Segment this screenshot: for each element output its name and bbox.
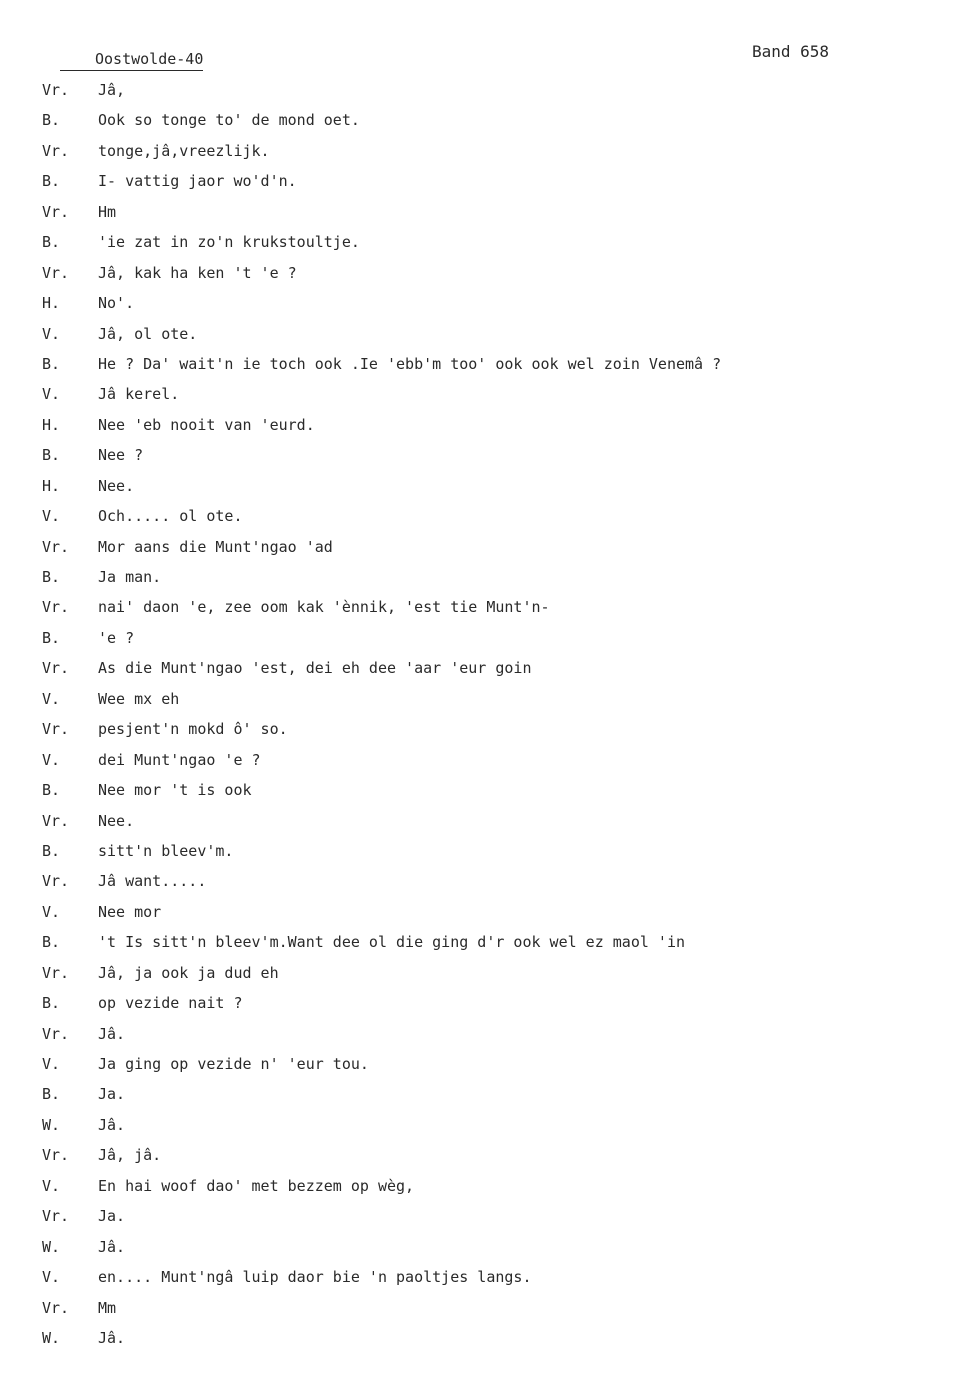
- transcript-line: [0, 903, 979, 933]
- speaker-label: B.: [42, 841, 61, 860]
- utterance-text: As die Munt'ngao 'est, dei eh dee 'aar 'eur goin: [98, 659, 532, 678]
- speaker-label: V.: [42, 689, 61, 708]
- speaker-label: V.: [42, 1176, 61, 1195]
- transcript-line: [0, 1146, 979, 1176]
- utterance-text: nai' daon 'e, zee oom kak 'ènnik, 'est tie Munt'n-: [98, 598, 550, 617]
- transcript-line: [0, 659, 979, 689]
- transcript-line: [0, 1299, 979, 1329]
- speaker-label: Vr.: [42, 81, 70, 99]
- transcript-line: [0, 81, 979, 111]
- speaker-label: B.: [42, 994, 61, 1013]
- transcript-line: [0, 538, 979, 568]
- transcript-line: [0, 507, 979, 537]
- utterance-text: Jâ, ol ote.: [98, 324, 198, 343]
- transcript-line: [0, 568, 979, 598]
- speaker-label: Vr.: [42, 263, 70, 282]
- transcript-line: [0, 872, 979, 902]
- utterance-text: I- vattig jaor wo'd'n.: [98, 172, 297, 191]
- utterance-text: Jâ, kak ha ken 't 'e ?: [98, 263, 297, 282]
- speaker-label: B.: [42, 781, 61, 800]
- utterance-text: Jâ,: [98, 81, 126, 99]
- speaker-label: Vr.: [42, 598, 70, 617]
- transcript-line: [0, 142, 979, 172]
- transcript-line: [0, 446, 979, 476]
- transcript-line: [0, 1207, 979, 1237]
- speaker-label: V.: [42, 1268, 61, 1287]
- utterance-text: en.... Munt'ngâ luip daor bie 'n paoltjes langs.: [98, 1268, 532, 1287]
- speaker-label: Vr.: [42, 141, 70, 160]
- transcript-line: [0, 1025, 979, 1055]
- transcript-line: [0, 233, 979, 263]
- utterance-text: Ja ging op vezide n' 'eur tou.: [98, 1055, 369, 1073]
- transcript-line: [0, 172, 979, 202]
- utterance-text: Jâ, jâ.: [98, 1146, 162, 1165]
- utterance-text: 'ie zat in zo'n krukstoultje.: [98, 233, 360, 252]
- utterance-text: Nee ?: [98, 446, 144, 465]
- transcript-line: [0, 325, 979, 355]
- transcript-line: [0, 1055, 979, 1085]
- transcript-line: [0, 964, 979, 994]
- transcript-line: [0, 751, 979, 781]
- utterance-text: Ja.: [98, 1085, 126, 1104]
- transcript-line: [0, 720, 979, 750]
- transcript-line: [0, 477, 979, 507]
- speaker-label: B.: [42, 233, 61, 252]
- speaker-label: H.: [42, 415, 61, 434]
- speaker-label: Vr.: [42, 1146, 70, 1165]
- speaker-label: V.: [42, 507, 61, 526]
- utterance-text: tonge,jâ,vreezlijk.: [98, 141, 270, 160]
- utterance-text: No'.: [98, 294, 135, 313]
- speaker-label: B.: [42, 354, 61, 373]
- transcript-line: [0, 1268, 979, 1298]
- utterance-text: En hai woof dao' met bezzem op wèg,: [98, 1176, 415, 1195]
- speaker-label: H.: [42, 476, 61, 495]
- utterance-text: Mor aans die Munt'ngao 'ad: [98, 537, 333, 556]
- utterance-text: Ja man.: [98, 568, 162, 586]
- transcript-line: [0, 933, 979, 963]
- document-title: Oostwolde-40: [60, 50, 203, 71]
- speaker-label: B.: [42, 172, 61, 191]
- utterance-text: Jâ.: [98, 1328, 126, 1347]
- utterance-text: Jâ.: [98, 1237, 126, 1256]
- transcript-line: [0, 385, 979, 415]
- speaker-label: Vr.: [42, 202, 70, 221]
- transcript-line: [0, 355, 979, 385]
- utterance-text: Nee.: [98, 476, 135, 495]
- speaker-label: V.: [42, 385, 61, 404]
- transcript-line: [0, 598, 979, 628]
- utterance-text: Nee mor 't is ook: [98, 781, 252, 800]
- speaker-label: V.: [42, 324, 61, 343]
- utterance-text: 't Is sitt'n bleev'm.Want dee ol die ging d'r ook wel ez maol 'in: [98, 933, 685, 952]
- speaker-label: Vr.: [42, 659, 70, 678]
- utterance-text: Nee 'eb nooit van 'eurd.: [98, 415, 315, 434]
- transcript-line: [0, 1329, 979, 1359]
- transcript-line: [0, 690, 979, 720]
- speaker-label: B.: [42, 628, 61, 647]
- utterance-text: Hm: [98, 202, 117, 221]
- speaker-label: Vr.: [42, 811, 70, 830]
- transcript-line: [0, 1238, 979, 1268]
- speaker-label: W.: [42, 1115, 61, 1134]
- transcript-line: [0, 629, 979, 659]
- utterance-text: pesjent'n mokd ô' so.: [98, 720, 288, 739]
- utterance-text: Jâ.: [98, 1115, 126, 1134]
- transcript-line: [0, 1177, 979, 1207]
- speaker-label: Vr.: [42, 537, 70, 556]
- band-number: Band 658: [752, 42, 830, 61]
- transcript-line: [0, 1116, 979, 1146]
- transcript-line: [0, 294, 979, 324]
- utterance-text: op vezide nait ?: [98, 994, 243, 1013]
- utterance-text: Jâ kerel.: [98, 385, 180, 404]
- utterance-text: He ? Da' wait'n ie toch ook .Ie 'ebb'm too' ook ook wel zoin Venemâ ?: [98, 354, 722, 373]
- utterance-text: Och..... ol ote.: [98, 507, 243, 526]
- transcript: [0, 81, 979, 1359]
- speaker-label: Vr.: [42, 963, 70, 982]
- speaker-label: Vr.: [42, 720, 70, 739]
- speaker-label: Vr.: [42, 872, 70, 891]
- utterance-text: Wee mx eh: [98, 689, 180, 708]
- utterance-text: Jâ want.....: [98, 872, 207, 891]
- transcript-line: [0, 812, 979, 842]
- speaker-label: H.: [42, 294, 61, 313]
- speaker-label: Vr.: [42, 1207, 70, 1226]
- speaker-label: B.: [42, 568, 61, 586]
- transcript-line: [0, 416, 979, 446]
- speaker-label: V.: [42, 750, 61, 769]
- speaker-label: V.: [42, 902, 61, 921]
- transcript-line: [0, 994, 979, 1024]
- utterance-text: Jâ, ja ook ja dud eh: [98, 963, 279, 982]
- speaker-label: W.: [42, 1237, 61, 1256]
- utterance-text: Jâ.: [98, 1024, 126, 1043]
- speaker-label: B.: [42, 446, 61, 465]
- utterance-text: Nee.: [98, 811, 135, 830]
- transcript-line: [0, 264, 979, 294]
- utterance-text: Mm: [98, 1298, 117, 1317]
- speaker-label: B.: [42, 111, 61, 130]
- transcript-line: [0, 111, 979, 141]
- speaker-label: B.: [42, 933, 61, 952]
- utterance-text: Ja.: [98, 1207, 126, 1226]
- speaker-label: Vr.: [42, 1024, 70, 1043]
- speaker-label: V.: [42, 1055, 61, 1073]
- utterance-text: 'e ?: [98, 628, 135, 647]
- transcript-line: [0, 1085, 979, 1115]
- utterance-text: Ook so tonge to' de mond oet.: [98, 111, 360, 130]
- speaker-label: W.: [42, 1328, 61, 1347]
- transcript-line: [0, 842, 979, 872]
- speaker-label: B.: [42, 1085, 61, 1104]
- transcript-line: [0, 781, 979, 811]
- transcript-line: [0, 203, 979, 233]
- utterance-text: dei Munt'ngao 'e ?: [98, 750, 261, 769]
- speaker-label: Vr.: [42, 1298, 70, 1317]
- utterance-text: sitt'n bleev'm.: [98, 841, 234, 860]
- utterance-text: Nee mor: [98, 902, 162, 921]
